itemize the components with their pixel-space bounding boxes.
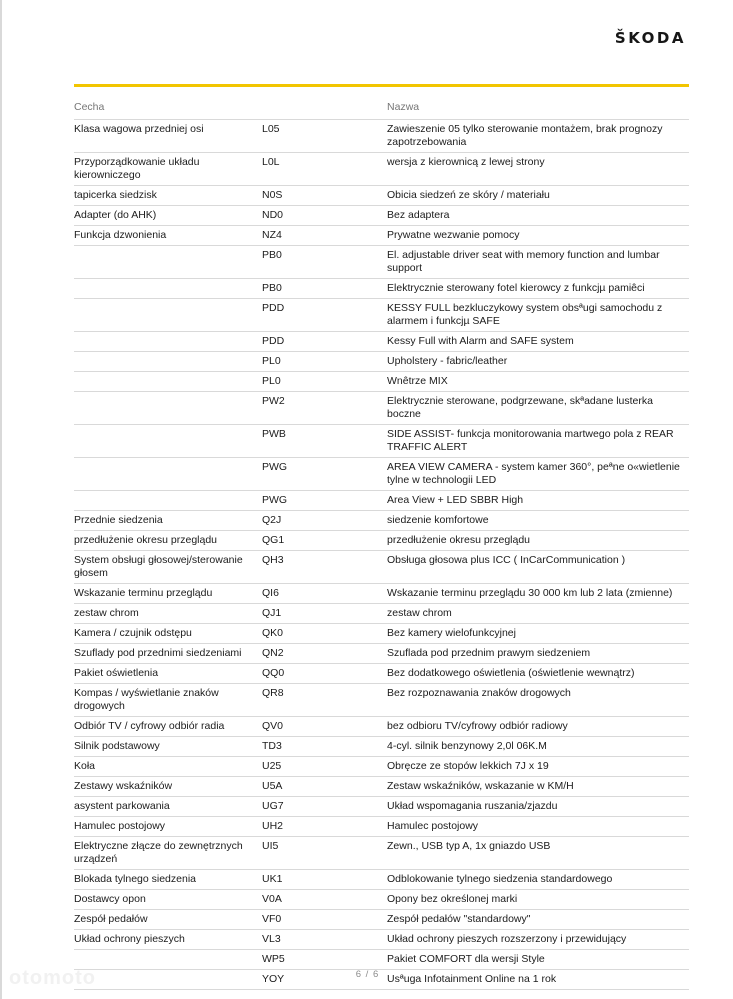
feature-name-cell: Blokada tylnego siedzenia (74, 870, 262, 890)
feature-desc-cell: Bez rozpoznawania znaków drogowych (387, 684, 689, 717)
table-row (74, 870, 689, 890)
table-row (74, 664, 689, 684)
table-row (74, 797, 689, 817)
feature-desc-cell: Area View + LED SBBR High (387, 491, 689, 511)
feature-name-cell: Przednie siedzenia (74, 511, 262, 531)
table-row (74, 120, 689, 153)
table-row (74, 511, 689, 531)
feature-code-cell: UK1 (262, 870, 387, 890)
feature-desc-cell: Wskazanie terminu przeglądu 30 000 km lub 2 lata (zmienne) (387, 584, 689, 604)
feature-name-cell: Zespół pedałów (74, 910, 262, 930)
col-header-cecha: Cecha (74, 95, 387, 120)
feature-code-cell: L05 (262, 120, 387, 153)
table-row (74, 425, 689, 458)
feature-code-cell: VF0 (262, 910, 387, 930)
feature-desc-cell: SIDE ASSIST- funkcja monitorowania martwego pola z REAR TRAFFIC ALERT (387, 425, 689, 458)
feature-desc-cell: AREA VIEW CAMERA - system kamer 360°, peªne o«wietlenie tylne w technologii LED (387, 458, 689, 491)
feature-desc-cell: Obręcze ze stopów lekkich 7J x 19 (387, 757, 689, 777)
feature-name-cell (74, 332, 262, 352)
feature-name-cell (74, 246, 262, 279)
feature-code-cell: NZ4 (262, 226, 387, 246)
feature-desc-cell: Opony bez określonej marki (387, 890, 689, 910)
feature-desc-cell: Pakiet COMFORT dla wersji Style (387, 950, 689, 970)
table-row (74, 910, 689, 930)
feature-table (74, 95, 689, 990)
feature-name-cell: Szuflady pod przednimi siedzeniami (74, 644, 262, 664)
feature-name-cell: Zestawy wskaźników (74, 777, 262, 797)
table-row (74, 226, 689, 246)
feature-desc-cell: Zawieszenie 05 tylko sterowanie montażem, brak prognozy zapotrzebowania (387, 120, 689, 153)
table-row (74, 757, 689, 777)
feature-name-cell: Klasa wagowa przedniej osi (74, 120, 262, 153)
feature-code-cell: QG1 (262, 531, 387, 551)
feature-desc-cell: wersja z kierownicą z lewej strony (387, 153, 689, 186)
feature-desc-cell: Odblokowanie tylnego siedzenia standardowego (387, 870, 689, 890)
feature-code-cell: YOY (262, 970, 387, 990)
feature-name-cell: Pakiet oświetlenia (74, 664, 262, 684)
table-row (74, 950, 689, 970)
feature-code-cell: PB0 (262, 246, 387, 279)
feature-code-cell: UH2 (262, 817, 387, 837)
feature-code-cell: PL0 (262, 352, 387, 372)
table-row (74, 890, 689, 910)
feature-code-cell: N0S (262, 186, 387, 206)
page-number: 6 / 6 (355, 969, 380, 980)
feature-code-cell: QV0 (262, 717, 387, 737)
feature-code-cell: PB0 (262, 279, 387, 299)
feature-code-cell: PWG (262, 491, 387, 511)
feature-code-cell: QJ1 (262, 604, 387, 624)
feature-code-cell: QI6 (262, 584, 387, 604)
feature-code-cell: QK0 (262, 624, 387, 644)
feature-name-cell: Kamera / czujnik odstępu (74, 624, 262, 644)
table-row (74, 458, 689, 491)
feature-name-cell: System obsługi głosowej/sterowanie głosem (74, 551, 262, 584)
feature-desc-cell: Bez adaptera (387, 206, 689, 226)
feature-desc-cell: Elektrycznie sterowane, podgrzewane, skªadane lusterka boczne (387, 392, 689, 425)
table-row (74, 604, 689, 624)
table-row (74, 551, 689, 584)
feature-name-cell: Elektryczne złącze do zewnętrznych urządzeń (74, 837, 262, 870)
table-row (74, 531, 689, 551)
feature-code-cell: PDD (262, 299, 387, 332)
feature-name-cell (74, 279, 262, 299)
watermark: otomoto (9, 967, 96, 989)
table-row (74, 684, 689, 717)
feature-name-cell: tapicerka siedzisk (74, 186, 262, 206)
feature-name-cell (74, 950, 262, 970)
table-row (74, 584, 689, 604)
feature-code-cell: PWG (262, 458, 387, 491)
feature-code-cell: PWB (262, 425, 387, 458)
feature-code-cell: ND0 (262, 206, 387, 226)
table-row (74, 491, 689, 511)
feature-code-cell: L0L (262, 153, 387, 186)
table-row (74, 930, 689, 950)
feature-desc-cell: Obicia siedzeń ze skóry / materiału (387, 186, 689, 206)
feature-code-cell: PL0 (262, 372, 387, 392)
feature-desc-cell: Zespół pedałów "standardowy" (387, 910, 689, 930)
feature-name-cell: Dostawcy opon (74, 890, 262, 910)
feature-desc-cell: zestaw chrom (387, 604, 689, 624)
feature-table-body (74, 120, 689, 990)
feature-name-cell: asystent parkowania (74, 797, 262, 817)
feature-name-cell (74, 392, 262, 425)
feature-desc-cell: przedłużenie okresu przeglądu (387, 531, 689, 551)
table-row (74, 817, 689, 837)
feature-desc-cell: 4-cyl. silnik benzynowy 2,0l 06K.M (387, 737, 689, 757)
feature-code-cell: QR8 (262, 684, 387, 717)
feature-code-cell: V0A (262, 890, 387, 910)
feature-name-cell: Kompas / wyświetlanie znaków drogowych (74, 684, 262, 717)
feature-desc-cell: bez odbioru TV/cyfrowy odbiór radiowy (387, 717, 689, 737)
feature-name-cell: przedłużenie okresu przeglądu (74, 531, 262, 551)
skoda-logo: ŠKODA (614, 29, 686, 47)
feature-desc-cell: Elektrycznie sterowany fotel kierowcy z funkcjµ pamiêci (387, 279, 689, 299)
feature-desc-cell: Bez kamery wielofunkcyjnej (387, 624, 689, 644)
feature-name-cell (74, 458, 262, 491)
feature-name-cell (74, 352, 262, 372)
feature-desc-cell: Hamulec postojowy (387, 817, 689, 837)
feature-code-cell: QH3 (262, 551, 387, 584)
col-header-nazwa: Nazwa (387, 95, 689, 120)
feature-name-cell (74, 299, 262, 332)
feature-desc-cell: Prywatne wezwanie pomocy (387, 226, 689, 246)
feature-desc-cell: Układ wspomagania ruszania/zjazdu (387, 797, 689, 817)
feature-name-cell (74, 425, 262, 458)
feature-name-cell: Wskazanie terminu przeglądu (74, 584, 262, 604)
feature-code-cell: WP5 (262, 950, 387, 970)
feature-desc-cell: Układ ochrony pieszych rozszerzony i przewidujący (387, 930, 689, 950)
table-row (74, 372, 689, 392)
table-row (74, 717, 689, 737)
feature-name-cell (74, 491, 262, 511)
feature-code-cell: QQ0 (262, 664, 387, 684)
feature-desc-cell: Kessy Full with Alarm and SAFE system (387, 332, 689, 352)
feature-code-cell: QN2 (262, 644, 387, 664)
feature-name-cell: Adapter (do AHK) (74, 206, 262, 226)
feature-desc-cell: Wnêtrze MIX (387, 372, 689, 392)
feature-code-cell: VL3 (262, 930, 387, 950)
table-row (74, 392, 689, 425)
feature-desc-cell: Zewn., USB typ A, 1x gniazdo USB (387, 837, 689, 870)
table-row (74, 279, 689, 299)
feature-code-cell: U25 (262, 757, 387, 777)
feature-name-cell: zestaw chrom (74, 604, 262, 624)
feature-code-cell: Q2J (262, 511, 387, 531)
table-row (74, 352, 689, 372)
feature-name-cell: Silnik podstawowy (74, 737, 262, 757)
feature-name-cell: Koła (74, 757, 262, 777)
feature-name-cell (74, 372, 262, 392)
table-row (74, 299, 689, 332)
table-row (74, 777, 689, 797)
table-row (74, 332, 689, 352)
feature-desc-cell: siedzenie komfortowe (387, 511, 689, 531)
feature-code-cell: UI5 (262, 837, 387, 870)
feature-desc-cell: Upholstery - fabric/leather (387, 352, 689, 372)
table-row (74, 153, 689, 186)
table-row (74, 624, 689, 644)
table-row (74, 186, 689, 206)
table-row (74, 737, 689, 757)
feature-desc-cell: Usªuga Infotainment Online na 1 rok (387, 970, 689, 990)
feature-code-cell: U5A (262, 777, 387, 797)
table-header-row (74, 95, 689, 120)
feature-desc-cell: Bez dodatkowego oświetlenia (oświetlenie wewnątrz) (387, 664, 689, 684)
feature-name-cell: Odbiór TV / cyfrowy odbiór radia (74, 717, 262, 737)
feature-desc-cell: El. adjustable driver seat with memory function and lumbar support (387, 246, 689, 279)
feature-name-cell: Układ ochrony pieszych (74, 930, 262, 950)
table-row (74, 644, 689, 664)
table-row (74, 837, 689, 870)
feature-name-cell: Hamulec postojowy (74, 817, 262, 837)
feature-name-cell: Przyporządkowanie układu kierowniczego (74, 153, 262, 186)
feature-code-cell: TD3 (262, 737, 387, 757)
feature-desc-cell: Obsługa głosowa plus ICC ( InCarCommunication ) (387, 551, 689, 584)
accent-rule (74, 84, 689, 87)
feature-code-cell: PDD (262, 332, 387, 352)
table-row (74, 246, 689, 279)
feature-code-cell: PW2 (262, 392, 387, 425)
feature-name-cell: Funkcja dzwonienia (74, 226, 262, 246)
feature-code-cell: UG7 (262, 797, 387, 817)
table-row (74, 206, 689, 226)
feature-desc-cell: Szuflada pod przednim prawym siedzeniem (387, 644, 689, 664)
feature-desc-cell: KESSY FULL bezkluczykowy system obsªugi samochodu z alarmem i funkcjµ SAFE (387, 299, 689, 332)
feature-desc-cell: Zestaw wskaźników, wskazanie w KM/H (387, 777, 689, 797)
